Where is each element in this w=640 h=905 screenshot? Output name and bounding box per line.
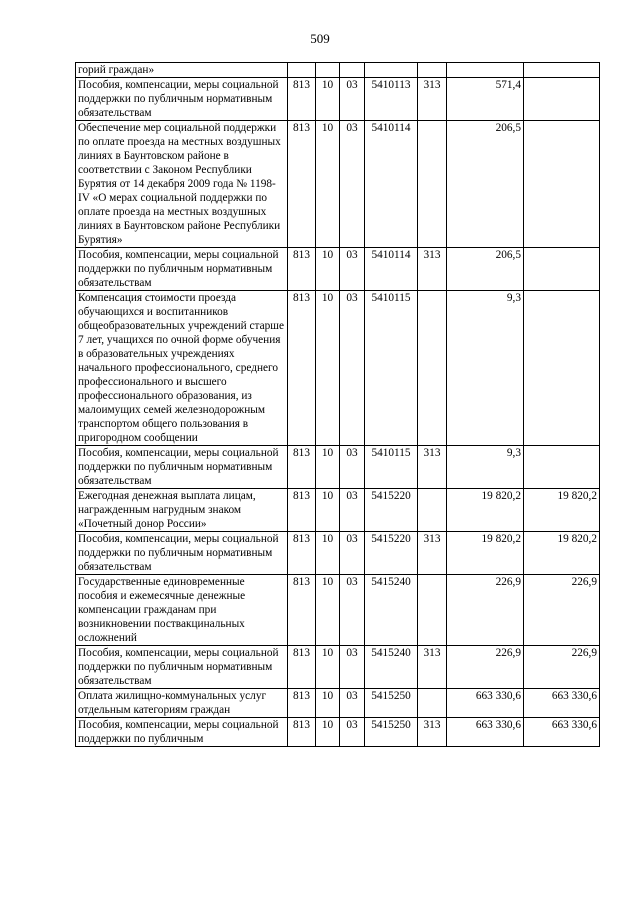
row-name-cell: Пособия, компенсации, меры социальной поддержки по публичным нормативным обязательствам [76, 446, 288, 489]
table-row [76, 489, 600, 532]
row-name-cell: Обеспечение мер социальной поддержки по оплате проезда на местных воздушных линиях в Баунтовском районе в соответствии с Законом Республики Бурятия от 14 декабря 2009 года № 1198-IV «О мерах социальной поддержки по оплате проезда на местных воздушных линиях в Баунтовском районе Республики Бурятия» [76, 121, 288, 248]
row-section-cell: 10 [316, 575, 340, 646]
row-amount-cell [447, 63, 524, 78]
row-amount-cell: 226,9 [447, 646, 524, 689]
row-subsection-cell: 03 [340, 575, 365, 646]
row-section-cell: 10 [316, 248, 340, 291]
row-org-code-cell: 813 [288, 689, 316, 718]
row-article-cell: 5415240 [365, 646, 418, 689]
row-article-cell: 5410114 [365, 121, 418, 248]
row-org-code-cell: 813 [288, 489, 316, 532]
row-amount-second-cell [524, 78, 600, 121]
row-amount-second-cell: 226,9 [524, 575, 600, 646]
table-row [76, 718, 600, 747]
row-amount-second-cell [524, 121, 600, 248]
row-subsection-cell: 03 [340, 291, 365, 446]
row-amount-cell: 19 820,2 [447, 489, 524, 532]
row-name-cell: Государственные единовременные пособия и ежемесячные денежные компенсации гражданам при возникновении поствакцинальных осложнений [76, 575, 288, 646]
row-org-code-cell: 813 [288, 291, 316, 446]
table-body [76, 63, 600, 747]
row-subsection-cell: 03 [340, 532, 365, 575]
row-amount-cell: 9,3 [447, 291, 524, 446]
row-org-code-cell: 813 [288, 532, 316, 575]
row-amount-cell: 9,3 [447, 446, 524, 489]
table-row [76, 646, 600, 689]
table-row [76, 63, 600, 78]
row-section-cell: 10 [316, 718, 340, 747]
row-amount-cell: 663 330,6 [447, 718, 524, 747]
row-org-code-cell: 813 [288, 78, 316, 121]
row-expense-type-cell: 313 [418, 532, 447, 575]
row-expense-type-cell [418, 291, 447, 446]
row-subsection-cell: 03 [340, 689, 365, 718]
row-section-cell [316, 63, 340, 78]
row-amount-second-cell [524, 248, 600, 291]
row-expense-type-cell [418, 575, 447, 646]
row-subsection-cell: 03 [340, 121, 365, 248]
row-org-code-cell: 813 [288, 575, 316, 646]
row-name-cell: Оплата жилищно-коммунальных услуг отдельным категориям граждан [76, 689, 288, 718]
row-expense-type-cell [418, 63, 447, 78]
row-article-cell: 5410114 [365, 248, 418, 291]
table-row [76, 291, 600, 446]
table-row [76, 248, 600, 291]
row-org-code-cell: 813 [288, 248, 316, 291]
row-section-cell: 10 [316, 291, 340, 446]
row-expense-type-cell [418, 489, 447, 532]
row-article-cell: 5410113 [365, 78, 418, 121]
row-amount-second-cell [524, 291, 600, 446]
row-amount-cell: 226,9 [447, 575, 524, 646]
row-article-cell: 5415250 [365, 718, 418, 747]
row-amount-second-cell: 663 330,6 [524, 718, 600, 747]
row-amount-cell: 19 820,2 [447, 532, 524, 575]
row-article-cell: 5415220 [365, 489, 418, 532]
row-section-cell: 10 [316, 532, 340, 575]
row-expense-type-cell: 313 [418, 718, 447, 747]
row-name-cell: Пособия, компенсации, меры социальной поддержки по публичным нормативным обязательствам [76, 646, 288, 689]
row-name-cell: Ежегодная денежная выплата лицам, награжденным нагрудным знаком «Почетный донор России» [76, 489, 288, 532]
row-org-code-cell [288, 63, 316, 78]
row-section-cell: 10 [316, 78, 340, 121]
row-expense-type-cell: 313 [418, 446, 447, 489]
table-row [76, 532, 600, 575]
row-section-cell: 10 [316, 121, 340, 248]
table-row [76, 78, 600, 121]
row-article-cell: 5415250 [365, 689, 418, 718]
row-name-cell: Пособия, компенсации, меры социальной поддержки по публичным нормативным обязательствам [76, 248, 288, 291]
page-number: 509 [310, 31, 330, 46]
row-subsection-cell: 03 [340, 248, 365, 291]
row-amount-second-cell: 19 820,2 [524, 489, 600, 532]
row-article-cell [365, 63, 418, 78]
row-subsection-cell: 03 [340, 718, 365, 747]
row-section-cell: 10 [316, 689, 340, 718]
row-subsection-cell [340, 63, 365, 78]
row-name-cell: Пособия, компенсации, меры социальной поддержки по публичным нормативным обязательствам [76, 78, 288, 121]
row-expense-type-cell: 313 [418, 78, 447, 121]
row-subsection-cell: 03 [340, 446, 365, 489]
row-name-cell: Пособия, компенсации, меры социальной поддержки по публичным [76, 718, 288, 747]
row-amount-cell: 663 330,6 [447, 689, 524, 718]
row-org-code-cell: 813 [288, 718, 316, 747]
row-org-code-cell: 813 [288, 121, 316, 248]
row-article-cell: 5415220 [365, 532, 418, 575]
row-name-cell: горий граждан» [76, 63, 288, 78]
row-name-cell: Компенсация стоимости проезда обучающихся и воспитанников общеобразовательных учреждений старше 7 лет, учащихся по очной форме обучения в образовательных учреждениях начального профессионального, среднего профессионального и высшего профессионального образования, из малоимущих семей железнодорожным транспортом общего пользования в пригородном сообщении [76, 291, 288, 446]
table-row [76, 575, 600, 646]
row-article-cell: 5410115 [365, 291, 418, 446]
row-article-cell: 5415240 [365, 575, 418, 646]
row-org-code-cell: 813 [288, 446, 316, 489]
row-subsection-cell: 03 [340, 78, 365, 121]
row-article-cell: 5410115 [365, 446, 418, 489]
row-amount-second-cell [524, 63, 600, 78]
table-row [76, 689, 600, 718]
row-org-code-cell: 813 [288, 646, 316, 689]
row-amount-cell: 206,5 [447, 248, 524, 291]
row-amount-cell: 571,4 [447, 78, 524, 121]
row-section-cell: 10 [316, 446, 340, 489]
row-subsection-cell: 03 [340, 646, 365, 689]
row-section-cell: 10 [316, 646, 340, 689]
row-amount-second-cell: 19 820,2 [524, 532, 600, 575]
row-amount-cell: 206,5 [447, 121, 524, 248]
budget-table [75, 62, 600, 747]
row-amount-second-cell: 663 330,6 [524, 689, 600, 718]
row-expense-type-cell [418, 689, 447, 718]
row-expense-type-cell [418, 121, 447, 248]
row-amount-second-cell: 226,9 [524, 646, 600, 689]
table-row [76, 121, 600, 248]
row-expense-type-cell: 313 [418, 646, 447, 689]
row-section-cell: 10 [316, 489, 340, 532]
row-name-cell: Пособия, компенсации, меры социальной поддержки по публичным нормативным обязательствам [76, 532, 288, 575]
table-row [76, 446, 600, 489]
row-expense-type-cell: 313 [418, 248, 447, 291]
row-subsection-cell: 03 [340, 489, 365, 532]
row-amount-second-cell [524, 446, 600, 489]
